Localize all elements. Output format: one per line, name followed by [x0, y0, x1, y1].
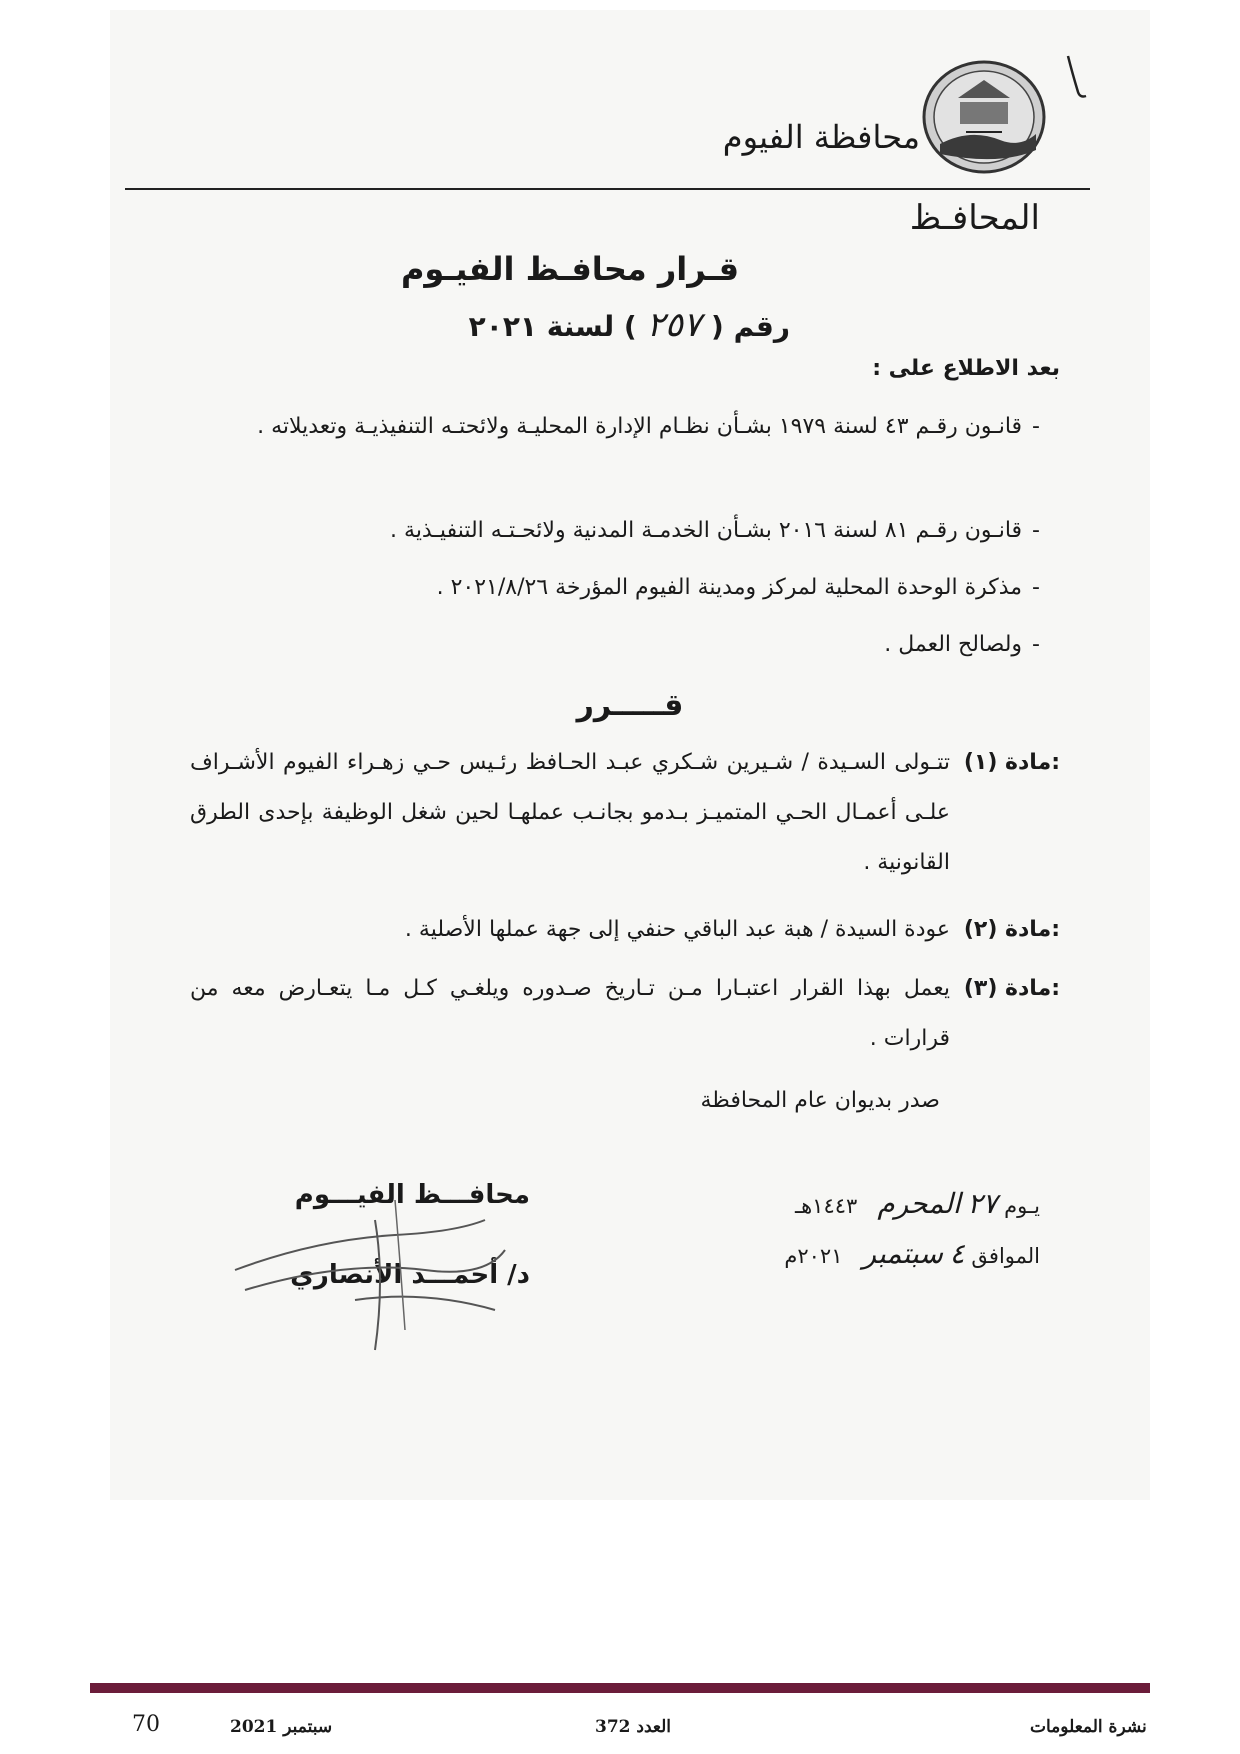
greg-month: سبتمبر — [862, 1237, 943, 1270]
clause-item — [190, 404, 1040, 450]
bullet-dash: - — [1032, 575, 1040, 600]
signature-icon — [225, 1160, 545, 1360]
governor-label: المحافـظ — [909, 198, 1040, 238]
article-label: مادة (١): — [963, 750, 1060, 775]
issued-at: صدر بديوان عام المحافظة — [700, 1088, 940, 1113]
clause-item — [190, 508, 1040, 554]
article-label: مادة (٣): — [963, 976, 1060, 1001]
greg-year: ٢٠٢١م — [784, 1244, 843, 1268]
intro-heading: بعد الاطلاع على : — [872, 356, 1060, 381]
clause-item — [190, 622, 1040, 668]
decree-number-suffix: ) لسنة ٢٠٢١ — [468, 310, 637, 343]
hijri-year: ١٤٤٣هـ — [794, 1194, 858, 1218]
article-text: عودة السيدة / هبة عبد الباقي حنفي إلى جهة عملها الأصلية . — [404, 917, 950, 942]
signature-title: محافـــظ الفيـــوم — [294, 1180, 530, 1210]
gregorian-date — [700, 1230, 1040, 1280]
clause-text: مذكرة الوحدة المحلية لمركز ومدينة الفيوم المؤرخة ٢٠٢١/٨/٢٦ . — [436, 575, 1023, 600]
decree-number-line — [420, 305, 790, 345]
bullet-dash: - — [1032, 414, 1040, 439]
organization-name: محافظة الفيوم — [722, 118, 920, 156]
footer-month: سبتمبر 2021 — [230, 1717, 333, 1737]
page-number: 70 — [132, 1712, 160, 1737]
hijri-day: ٢٧ — [967, 1187, 998, 1220]
article-label: مادة (٢): — [963, 917, 1060, 942]
hijri-prefix: يـوم — [1004, 1194, 1040, 1218]
date-block — [700, 1180, 1040, 1280]
seal-emblem-icon — [920, 58, 1048, 176]
signature-name: د/ أحمـــد الأنصاري — [290, 1260, 530, 1290]
article-1 — [190, 738, 1060, 888]
header-rule — [125, 188, 1090, 190]
decree-title: قـرار محافـظ الفيـوم — [400, 250, 740, 288]
article-text: يعمل بهذا القرار اعتبـارا مـن تـاريخ صـدوره ويلغـي كـل مـا يتعـارض معه من قرارات . — [190, 976, 950, 1051]
greg-prefix: الموافق — [971, 1244, 1040, 1268]
clause-text: قانـون رقـم ٨١ لسنة ٢٠١٦ بشـأن الخدمـة المدنية ولائحـتـه التنفيـذية . — [390, 518, 1023, 543]
article-3 — [190, 964, 1060, 1064]
greg-day: ٤ — [949, 1237, 965, 1270]
article-text: تتـولى السـيدة / شـيرين شـكري عبـد الحـافظ رئـيس حـي زهـراء الفيوم الأشـراف علـى أعمـال الحـي المتميـز بـدمو بجانـب عملهـا لحين شغل الوظيفة بإحدى الطرق القانونية . — [190, 750, 950, 875]
hijri-month: المحرم — [877, 1187, 961, 1220]
decree-number-handwritten: ٢٥٧ — [646, 305, 702, 345]
hijri-date — [700, 1180, 1040, 1230]
bullet-dash: - — [1032, 632, 1040, 657]
decree-number-prefix: رقم ( — [711, 310, 790, 343]
footer-bar — [90, 1683, 1150, 1693]
tick-mark-icon — [1060, 52, 1100, 102]
footer-publication: نشرة المعلومات — [1030, 1717, 1147, 1737]
footer-issue: العدد 372 — [595, 1717, 672, 1737]
decided-heading: قـــــرر — [576, 688, 684, 723]
clause-text: قانـون رقـم ٤٣ لسنة ١٩٧٩ بشـأن نظـام الإدارة المحليـة ولائحتـه التنفيذيـة وتعديلاته . — [257, 414, 1023, 439]
clause-item — [190, 565, 1040, 611]
bullet-dash: - — [1032, 518, 1040, 543]
clause-text: ولصالح العمل . — [884, 632, 1023, 657]
article-2 — [190, 905, 1060, 955]
